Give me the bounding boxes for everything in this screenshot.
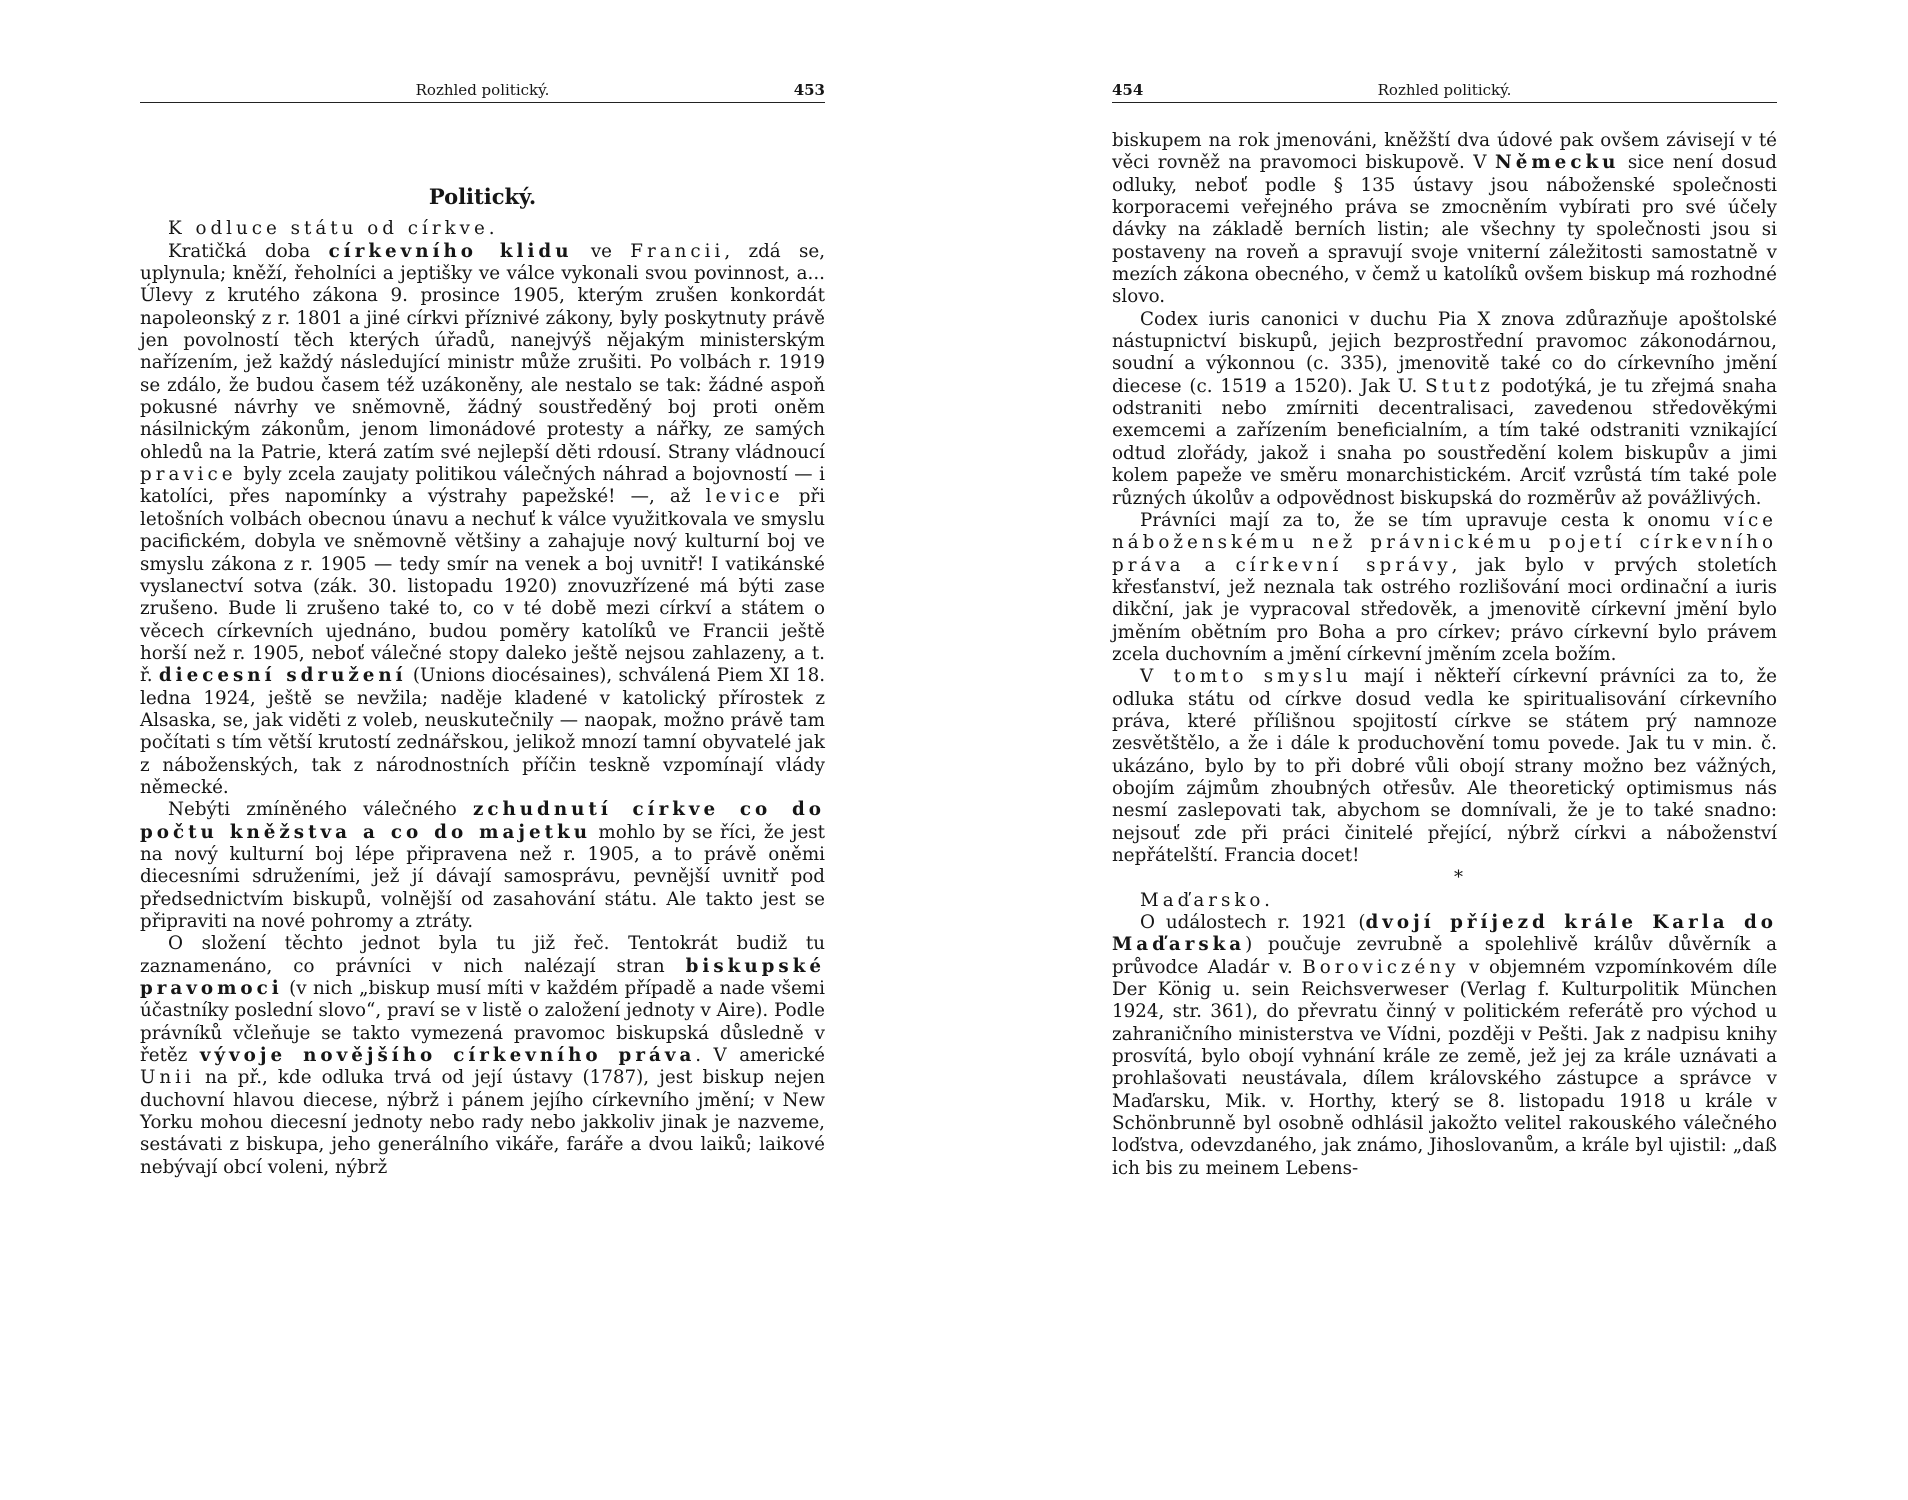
left-page: [140, 0, 825, 1500]
paragraph: O událostech r. 1921 (dvojí příjezd krále Karla do Maďarska) poučuje zevrubně a spolehlivě králův důvěrník a průvodce Aladár v. Boroviczény v objemném vzpomínkovém díle Der König u. sein Reichsverweser (Verlag f. Kulturpolitik München 1924, str. 361), do převratu činný v politickém referátě pro východ u zahraničního ministerstva ve Vídni, později v Pešti. Jak z nadpisu knihy prosvítá, bylo obojí vyhnání krále ze země, jež jej za krále uznávati a prohlašovati neustávala, dílem královského zástupce a správce v Maďarsku, Mik. v. Horthy, který se 8. listopadu 1918 u krále v Schönbrunně byl osobně odhlásil jakožto velitel rakouského válečného loďstva, odevzdaného, jak známo, Jihoslovanům, a krále byl ujistil: „daß ich bis zu meinem Lebens-: [1112, 912, 1778, 1179]
page-number: 453: [793, 81, 825, 99]
running-head: Rozhled politický.: [415, 81, 550, 99]
running-head: Rozhled politický.: [1377, 81, 1512, 99]
section-title: Politický.: [428, 184, 537, 209]
paragraph: Právníci mají za to, že se tím upravuje cesta k onomu více náboženskému než právnickému pojetí církevního práva a církevní správy, jak bylo v prvých stoletích křesťanství, jež neznala tak ostrého rozlišování moci ordinační a iuris dikční, jak je vypracoval středověk, a jmenovitě církevní jmění bylo jměním obětním pro Boha a pro církev; právo církevní bylo právem zcela duchovním a jmění církevní jměním zcela božím.: [1112, 509, 1777, 665]
separator-asterisk: *: [1454, 867, 1463, 889]
paragraph: O složení těchto jednot byla tu již řeč. Tentokrát budiž tu zaznamenáno, co právníci v nich nalézají stran biskupské pravomoci (v nich „biskup musí míti v každém případě a nade všemi účastníky poslední slovo“, praví se v listě o založení jednoty v Aire). Podle právníků včleňuje se takto vymezená pravomoc biskupská důsledně v řetěz vývoje novějšího církevního práva. V americké Unii na př., kde odluka trvá od její ústavy (1787), jest biskup nejen duchovní hlavou diecese, nýbrž i pánem jejího církevního jmění; v New Yorku mohou diecesní jednoty nebo rady nebo jakkoliv jinak je nazveme, sestávati z biskupa, jeho generálního vikáře, faráře a dvou laiků; laikové nebývají obcí voleni, nýbrž: [140, 933, 825, 1178]
subheading: K odluce státu od církve.: [168, 218, 499, 240]
page-body: [1112, 130, 1777, 1180]
running-header: [1112, 80, 1777, 103]
running-header: [140, 80, 825, 103]
paragraph: Kratičká doba církevního klidu ve Francii, zdá se, uplynula; kněží, řeholníci a jeptišky ve válce vykonali svou povinnost, a... Úlevy z krutého zákona 9. prosince 1905, kterým zrušen konkordát napoleonský z r. 1801 a jiné církvi příznivé zákony, byly poskytnuty právě jen povolností těch kterých úřadů, nanejvýš nějakým ministerským nařízením, jež každý následující ministr může zrušiti. Po volbách r. 1919 se zdálo, že budou časem též uzákoněny, ale nestalo se tak: žádné aspoň pokusné návrhy ve sněmovně, žádný soustředěný boj proti oněm násilnickým zákonům, jenom limonádové protesty a nářky, ze samých ohledů na la Patrie, která zatím své nejlepší děti rdousí. Strany vládnoucí pravice byly zcela zaujaty politikou válečných náhrad a bojovností — i katolíci, přes napomínky a výstrahy papežské! —, až levice při letošních volbách obecnou únavu a nechuť k válce využitkovala ve smyslu pacifickém, dobyla ve sněmovně většiny a zahajuje nový kulturní boj ve smyslu zákona z r. 1905 — tedy smír na venek a boj uvnitř! I vatikánské vyslanectví sotva (zák. 30. listopadu 1920) znovuzřízené má býti zase zrušeno. Bude li zrušeno také to, co v té době mezi církví a státem o věcech církevních ujednáno, budou poměry katolíků ve Francii ještě horší než r. 1905, neboť válečné stopy daleko ještě nejsou zahlazeny, a t. ř. diecesní sdružení (Unions diocésaines), schválená Piem XI 18. ledna 1924, ještě se nevžila; naděje kladené v katolický přírostek z Alsaska, se, jak viděti z voleb, neuskutečnily — naopak, možno právě tam počítati s tím větší krutostí zednářskou, jelikož mnozí tamní obyvatelé jak z náboženských, tak z národnostních příčin teskně vzpomínají vlády německé.: [140, 240, 826, 798]
paragraph: V tomto smyslu mají i někteří církevní právníci za to, že odluka státu od církve dosud vedla ke spiritualisování církevního práva, které přílišnou spojitostí církve se státem prý namnoze zesvětštělo, a že i dále k produchovění tomu povede. Jak tu v min. č. ukázáno, bylo by to při dobré vůli obojí strany možno bez vážných, obojím zájmům zhoubných otřesův. Ale theoretický optimismus nás nesmí zaslepovati tak, abychom se domnívali, že je to také snadno: nejsouť zde při práci činitelé přející, nýbrž církvi a náboženství nepřátelští. Francia docet!: [1112, 666, 1777, 866]
paragraph: Nebýti zmíněného válečného zchudnutí církve co do počtu kněžstva a co do majetku mohlo by se říci, že jest na nový kulturní boj lépe připravena než r. 1905, a to právě oněmi diecesními sdruženími, jež jí dávají samosprávu, pevnější uvnitř pod předsednictvím biskupů, volnější od zasahování státu. Ale takto jest se připraviti na nové pohromy a ztráty.: [140, 799, 825, 932]
page-number: 454: [1112, 81, 1144, 99]
page-body: [140, 130, 825, 1179]
paragraph: biskupem na rok jmenováni, kněžští dva údové pak ovšem závisejí v té věci rovněž na pravomoci biskupově. V Německu sice není dosud odluky, neboť podle § 135 ústavy jsou náboženské společnosti korporacemi veřejného práva se zmocněním vybírati pro své účely dávky na základě berních listin; ale všechny ty společnosti jsou si postaveny na roveň a spravují svoje vniterní záležitosti samostatně v mezích zákona obecného, v čemž u katolíků ovšem biskup má rozhodné slovo.: [1112, 130, 1777, 308]
paragraph: Codex iuris canonici v duchu Pia X znova zdůrazňuje apoštolské nástupnictví biskupů, jejich bezprostřední pravomoc zákonodárnou, soudní a výkonnou (c. 335), jmenovitě také co do církevního jmění diecese (c. 1519 a 1520). Jak U. Stutz podotýká, je tu zřejmá snaha odstraniti nebo zmírniti decentralisaci, zavedenou středověkými exemcemi a zařízením beneficialním, a tím také odstraniti vznikající odtud zlořády, jakož i snaha po soustředění kolem biskupův a jimi kolem papeže ve směru monarchistickém. Arciť vzrůstá tím také pole různých úkolův a odpovědnost biskupská do rozměrův až povážlivých.: [1112, 308, 1777, 509]
right-page: [1112, 0, 1777, 1500]
subheading: Maďarsko.: [1140, 889, 1274, 911]
